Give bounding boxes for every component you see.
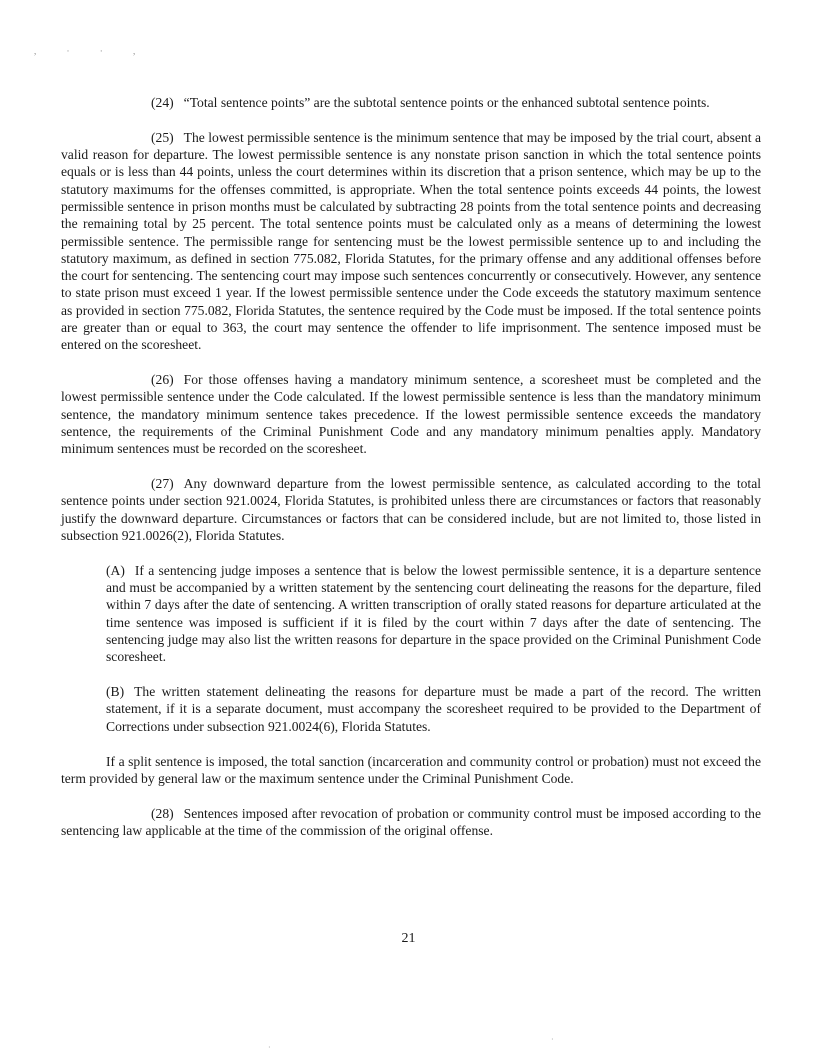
paragraph-27 bbox=[61, 475, 761, 544]
paragraph-26 bbox=[61, 371, 761, 457]
paragraph-text: Any downward departure from the lowest permissible sentence, as calculated according to the total sentence points under section 921.0024, Florida Statutes, is prohibited unless there are circumstances or factors that reasonably justify the downward departure. Circumstances or factors that can be considered include, but are not limited to, those listed in subsection 921.0026(2), Florida Statutes. bbox=[61, 476, 761, 544]
paragraph-number: (28) bbox=[151, 805, 174, 821]
subparagraph-text: If a sentencing judge imposes a sentence that is below the lowest permissible sentence, it is a departure sentence and must be accompanied by a written statement by the sentencing court delineating the reasons for the departure, filed within 7 days after the date of sentencing. A written transcription of orally stated reasons for departure articulated at the time sentence was imposed is sufficient if it is filed by the court within 7 days after the date of sentencing. The sentencing judge may also list the written reasons for departure in the space provided on the Criminal Punishment Code scoresheet. bbox=[106, 562, 761, 665]
scan-speck: · bbox=[268, 1043, 271, 1052]
scan-speck: · bbox=[551, 1035, 554, 1044]
paragraph-text: If a split sentence is imposed, the total sanction (incarceration and community control or probation) must not exceed the term provided by general law or the maximum sentence under the Criminal Punishment Code. bbox=[61, 753, 761, 786]
subparagraph-text: The written statement delineating the reasons for departure must be made a part of the record. The written statement, if it is a separate document, must accompany the scoresheet required to be provided to the Department of Corrections under subsection 921.0024(6), Florida Statutes. bbox=[106, 684, 761, 734]
paragraph-text: Sentences imposed after revocation of probation or community control must be imposed according to the sentencing law applicable at the time of the commission of the original offense. bbox=[61, 805, 761, 838]
scan-specks: , · · , bbox=[34, 46, 150, 56]
subparagraph-a bbox=[106, 562, 761, 666]
paragraph-text: For those offenses having a mandatory minimum sentence, a scoresheet must be completed and the lowest permissible sentence under the Code calculated. If the lowest permissible sentence is less than the mandatory minimum sentence, the mandatory minimum sentence takes precedence. If the lowest permissible sentence exceeds the mandatory sentence, the requirements of the Criminal Punishment Code and any mandatory minimum penalties apply. Mandatory minimum sentences must be recorded on the scoresheet. bbox=[61, 372, 761, 457]
paragraph-25 bbox=[61, 129, 761, 354]
paragraph-number: (27) bbox=[151, 476, 174, 492]
paragraph-text: “Total sentence points” are the subtotal sentence points or the enhanced subtotal sentence points. bbox=[183, 95, 710, 110]
paragraph-number: (25) bbox=[151, 129, 174, 145]
subparagraph-b bbox=[106, 683, 761, 735]
page-number: 21 bbox=[401, 931, 416, 946]
paragraph-number: (26) bbox=[151, 372, 174, 388]
subparagraph-label: (B) bbox=[106, 684, 125, 700]
document-body bbox=[61, 94, 761, 857]
paragraph-24 bbox=[61, 94, 761, 111]
paragraph-text: The lowest permissible sentence is the minimum sentence that may be imposed by the trial court, absent a valid reason for departure. The lowest permissible sentence is any nonstate prison sanction in which the total sentence points equals or is less than 44 points, unless the court determines within its discretion that a prison sentence, which may be up to the statutory maximums for the offenses committed, is appropriate. When the total sentence points exceeds 44 points, the lowest permissible sentence in prison months must be calculated by subtracting 28 points from the total sentence points and decreasing the remaining total by 25 percent. The total sentence points must be calculated only as a means of determining the lowest permissible sentence. The permissible range for sentencing must be the lowest permissible sentence up to and including the statutory maximum, as defined in section 775.082, Florida Statutes, for the primary offense and any additional offenses before the court for sentencing. The sentencing court may impose such sentences concurrently or consecutively. However, any sentence to state prison must exceed 1 year. If the lowest permissible sentence under the Code exceeds the statutory maximum sentence as provided in section 775.082, Florida Statutes, the sentence required by the Code must be imposed. If the total sentence points are greater than or equal to 363, the court may sentence the offender to life imprisonment. The sentence imposed must be entered on the scoresheet. bbox=[61, 129, 761, 353]
split-sentence-paragraph bbox=[61, 753, 761, 788]
subparagraph-label: (A) bbox=[106, 562, 125, 578]
paragraph-28 bbox=[61, 805, 761, 840]
paragraph-number: (24) bbox=[151, 95, 174, 110]
